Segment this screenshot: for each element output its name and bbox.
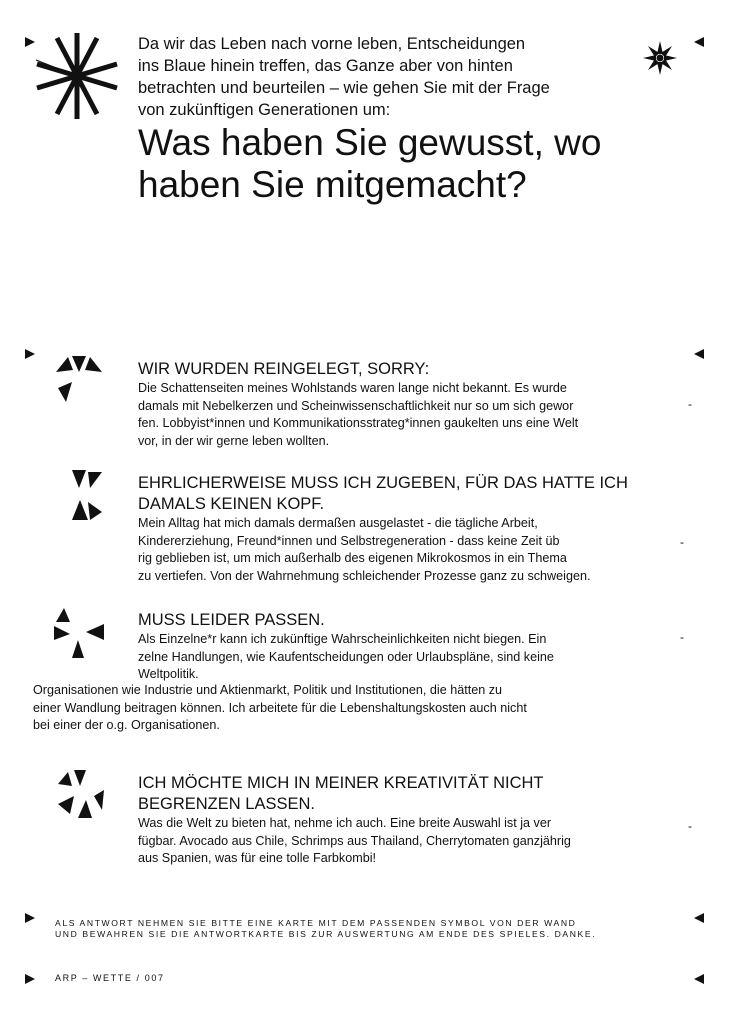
option-description: Was die Welt zu bieten hat, nehme ich auch. Eine breite Auswahl ist ja ver fügbar. Avocado aus Chile, Schrimps aus Thailand, Cherrytomaten ganzjährig aus Spanien, was für eine tolle Farbkombi! (138, 816, 571, 865)
document-reference: ARP – WETTE / 007 (55, 973, 165, 983)
option-title: ICH MÖCHTE MICH IN MEINER KREATIVITÄT NICHT BEGRENZEN LASSEN. (138, 774, 544, 813)
sunburst-icon (642, 40, 678, 76)
edge-dash: - (680, 535, 684, 549)
answer-option-3 (138, 610, 683, 684)
page-marker-right-arrow (25, 349, 35, 359)
page-marker-right-arrow (25, 913, 35, 923)
option-title: EHRLICHERWEISE MUSS ICH ZUGEBEN, FÜR DAS HATTE ICH DAMALS KEINEN KOPF. (138, 474, 628, 513)
triangle-cluster-icon (54, 770, 106, 822)
option-description: Als Einzelne*r kann ich zukünftige Wahrscheinlichkeiten nicht biegen. Ein zelne Handlungen, wie Kaufentscheidungen oder Urlaubspläne, sind keine Weltpolitik. (138, 632, 554, 681)
edge-dash: - (680, 630, 684, 644)
answer-option-4 (138, 773, 698, 868)
option-title: WIR WURDEN REINGELEGT, SORRY: (138, 360, 430, 378)
page-marker-right-arrow (25, 974, 35, 984)
intro-question: Da wir das Leben nach vorne leben, Entscheidungen ins Blaue hinein treffen, das Ganze aber von hinten betrachten und beurteilen – wie gehen Sie mit der Frage von zukünftigen Generationen um: (138, 35, 550, 119)
option-description: Die Schattenseiten meines Wohlstands waren lange nicht bekannt. Es wurde damals mit Nebelkerzen und Scheinwissenschaftlichkeit nur so um sich gewor fen. Lobbyist*innen und Kommunikationsstrateg*innen gaukelten uns eine Welt vor, in der wir gerne leben wollten. (138, 381, 579, 448)
asterisk-icon (32, 30, 122, 122)
triangle-cluster-icon (50, 606, 106, 660)
page-title: Was haben Sie gewusst, wo haben Sie mitgemacht? (138, 122, 602, 205)
option-description: Mein Alltag hat mich damals dermaßen ausgelastet - die tägliche Arbeit, Kindererziehung, Freund*innen und Selbstregeneration - dass keine Zeit üb rig geblieben ist, um mich außerhalb des eigenen Mikrokosmos in ein Thema zu vertiefen. Von der Wahrnehmung schleichender Prozesse ganz zu schweigen. (138, 516, 591, 583)
page-marker-left-arrow (694, 974, 704, 984)
page-marker-left-arrow (694, 37, 704, 47)
answer-option-2 (138, 473, 698, 585)
answer-option-1 (138, 359, 683, 450)
edge-dash: - (688, 819, 692, 833)
option-description-continued: Organisationen wie Industrie und Aktienmarkt, Politik und Institutionen, die hätten zu einer Wandlung beitragen können. Ich arbeitete für die Lebenshaltungskosten auch nicht bei einer der o.g. Organisationen. (33, 683, 527, 732)
page-marker-left-arrow (694, 349, 704, 359)
option-title: MUSS LEIDER PASSEN. (138, 611, 325, 629)
triangle-cluster-icon (54, 352, 104, 404)
footer-instruction: ALS ANTWORT NEHMEN SIE BITTE EINE KARTE MIT DEM PASSENDEN SYMBOL VON DER WAND UND BEWAHREN SIE DIE ANTWORTKARTE BIS ZUR AUSWERTUNG AM ENDE DES SPIELES. DANKE. (55, 918, 597, 939)
page-marker-left-arrow (694, 913, 704, 923)
edge-dash: - (688, 397, 692, 411)
triangle-cluster-icon (70, 468, 106, 524)
